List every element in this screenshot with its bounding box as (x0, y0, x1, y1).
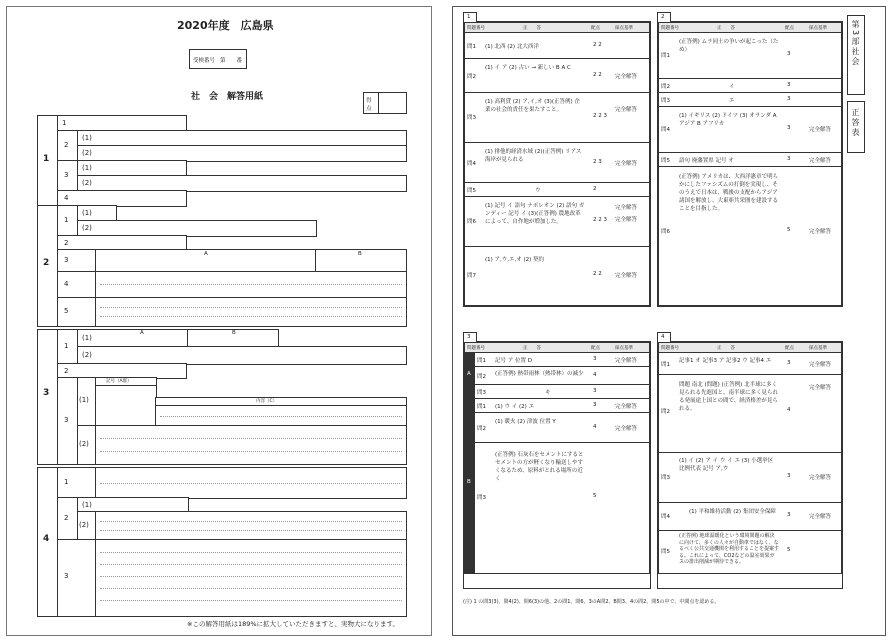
row-2-1: 1 (57, 205, 79, 237)
q4-row-1: 問1 記事1 オ 記事3 ア 記事2 ウ 記事4 エ 3 完全解答 (658, 352, 842, 376)
answer-2-1-2[interactable]: (2) (77, 220, 317, 237)
answer-1-1[interactable]: 1 (57, 115, 187, 132)
q1-row-3: 問3 (1) 高利貸 (2) ア,イ,オ (3)(正答例) 企業の社会的責任を果たすこと。 2 2 3 完全解答 (464, 92, 650, 144)
answer-2-2[interactable]: 2 (57, 235, 187, 251)
q3-row-2: 問2 (正答例) 熱帯雨林（熱帯林）の減少 4 (474, 366, 650, 386)
right-footer: (注) 1 の問3(3)、問4(2)、問6(3)の他、2の問1、問6、3のA問2、B問3、4の問2、問5の中で、中間点を認める。 (463, 599, 720, 605)
row-3-3-2: (2) (77, 425, 97, 465)
answer-2-1-1[interactable]: (1) (77, 205, 117, 222)
exam-number-box[interactable]: 受検番号 第 番 (189, 49, 247, 69)
q3-row-5: 問2 (1) 暖火 (2) 津波 位置 Y 4 完全解答 (474, 412, 650, 444)
row-3-3-1: (1) (77, 377, 97, 427)
q1-row-4: 問4 (1) 排他的経済水域 (2)(正答例) リアス海岸が見られる 2 3 完全解答 (464, 142, 650, 184)
row-2-3: 3 (57, 249, 97, 273)
q3-row-4: 問1 (1) ウ イ (2) エ 3 完全解答 (474, 398, 650, 414)
q2-header: 問題番号 正 答 配点 採点基準 (658, 22, 842, 34)
q3-label: 3 (463, 332, 477, 344)
answer-4-3[interactable] (95, 539, 407, 617)
q3-row-1: 問1 記号 ア 位置 D 3 完全解答 (474, 352, 650, 368)
answer-sheet (6, 6, 432, 636)
answer-1-4[interactable]: 4 (57, 190, 187, 207)
q2-row-5: 問5 語句 廃藩置県 記号 オ 3 完全解答 (658, 152, 842, 168)
q1-row-6: 問6 (1) 記号 イ 語句 ナポレオン (2) 語句 ガンディー 記号 イ (3)(正答例) 農地改革によって、自作地が増加した。 2 2 3 完全解答 完全解答 (464, 196, 650, 248)
sheet-title: 2020年度 広島県 (177, 19, 274, 32)
answer-1-3-2[interactable]: (2) (77, 175, 407, 192)
q3-header: 問題番号 正 答 配点 採点基準 (464, 342, 650, 354)
q2-row-1: 問1 (正答例) ムラ同士の争いが起こった（ため） 3 (658, 32, 842, 80)
row-3-3: 3 (57, 377, 79, 465)
row-4-2: 2 (57, 497, 79, 541)
q3-row-6: 問3 (正答例) 石灰石をセメントにするとセメントの方が軽くなり輸送しやすくなるため、原料がとれる場所の近く 5 (474, 442, 650, 574)
answer-3-1-1b[interactable]: B (187, 329, 279, 348)
q3-row-3: 問3 キ 3 (474, 384, 650, 400)
q3-group-a: A (464, 352, 476, 400)
section-4: 4 (37, 467, 59, 617)
answer-1-3-1[interactable]: (1) (77, 160, 187, 177)
answer-4-1[interactable] (95, 467, 407, 499)
answer-2-4[interactable] (95, 271, 407, 299)
answer-3-3-2[interactable] (95, 425, 407, 465)
q1-row-5: 問5 ウ 2 (464, 182, 650, 198)
q2-row-6: 問6 (正答例) アメリカは、大西洋憲章で明らかにしたファシズムの打倒を実現し、そのうえで日本は、戦後の支配からアジア諸国を解放し、大東亜共栄圏を建設することを目指した。 5 完全解答 (658, 166, 842, 306)
q1-row-2: 問2 (1) イ ア (2) 古い → 新しい B A C 2 2 完全解答 (464, 58, 650, 94)
row-1-3: 3 (57, 160, 79, 192)
q4-row-3: 問3 (1) イ (2) ア イ ウ イ エ (3) 小選挙区 比例代表 記号 ア,ウ 3 完全解答 (658, 452, 842, 504)
row-4-3: 3 (57, 539, 97, 617)
section-2: 2 (37, 205, 59, 327)
q2-row-4: 問4 (1) イギリス (2) ドイツ (3) オランダ A アジア B アフリカ 3 完全解答 (658, 106, 842, 154)
label-3-3-c: 内容（C） (155, 397, 407, 407)
score-box[interactable]: 得点 (363, 92, 407, 114)
row-4-2-2: (2) (77, 511, 97, 541)
answer-4-2-2[interactable] (95, 511, 407, 541)
row-2-4: 4 (57, 271, 97, 299)
answer-4-2-1[interactable]: (1) (77, 497, 189, 513)
answer-1-2-1[interactable]: (1) (77, 130, 407, 147)
q3-block (463, 334, 651, 589)
row-2-5: 5 (57, 297, 97, 327)
answer-3-3-a[interactable] (95, 385, 157, 427)
q2-row-2: 問2 イ 3 (658, 78, 842, 94)
q4-row-5: 問5 (正答例) 地球温暖化という環境問題の解決に向けて、多くの人々が自動車ではなく、なるべく公共交通機関を利用することを提案する。これによって、CO2などの温室効果ガスの排出削減が期待できる。 5 (658, 530, 842, 574)
q3-group-b: B (464, 398, 476, 574)
answer-2-3-a[interactable]: A (95, 249, 317, 273)
q1-row-7: 問7 (1) ア,ウ,エ,オ (2) 契約 2 2 完全解答 (464, 246, 650, 306)
vertical-sub: 正答表 (847, 101, 865, 153)
row-3-1: 1 (57, 329, 79, 365)
answer-3-2[interactable]: 2 (57, 363, 187, 379)
left-footer: ※この解答用紙は189%に拡大していただきますと、実物大になります。 (187, 620, 400, 628)
q4-header: 問題番号 正 答 配点 採点基準 (658, 342, 842, 354)
answer-3-1-1[interactable]: (1) A (77, 329, 189, 348)
q4-row-4: 問4 (1) 平和維持活動 (2) 集団安全保障 3 完全解答 (658, 502, 842, 532)
sheet-subject: 社 会 解答用紙 (191, 92, 264, 102)
answer-3-3-c[interactable] (155, 405, 407, 427)
q1-block (463, 14, 651, 307)
label-3-3-a: 記号（A群） (95, 377, 157, 387)
q4-block (657, 334, 843, 589)
q1-label: 1 (463, 12, 477, 24)
q4-row-2: 問2 問題 南北 (問題) (正答例) 北半球に多く見られる先進国と、南半球に多く見られる発展途上国との間で、経済格差が見られる。 4 完全解答 (658, 374, 842, 454)
q2-row-3: 問3 エ 3 (658, 92, 842, 108)
answer-1-2-2[interactable]: (2) (77, 145, 407, 162)
row-1-2: 2 (57, 130, 79, 162)
q4-label: 4 (657, 332, 671, 344)
answer-2-5[interactable] (95, 297, 407, 327)
section-1: 1 (37, 115, 59, 207)
q1-header: 問題番号 正 答 配点 採点基準 (464, 22, 650, 34)
section-3: 3 (37, 329, 59, 465)
q2-label: 2 (657, 12, 671, 24)
answer-2-3-b[interactable]: B (315, 249, 407, 273)
row-4-1: 1 (57, 467, 97, 499)
vertical-title: 第3部社会 (847, 15, 865, 95)
answer-3-1-2[interactable]: (2) (77, 346, 407, 365)
answer-key-sheet (452, 6, 886, 636)
q1-row-1: 問1 (1) 北西 (2) 北大西洋 2 2 (464, 32, 650, 60)
q2-block (657, 14, 843, 307)
